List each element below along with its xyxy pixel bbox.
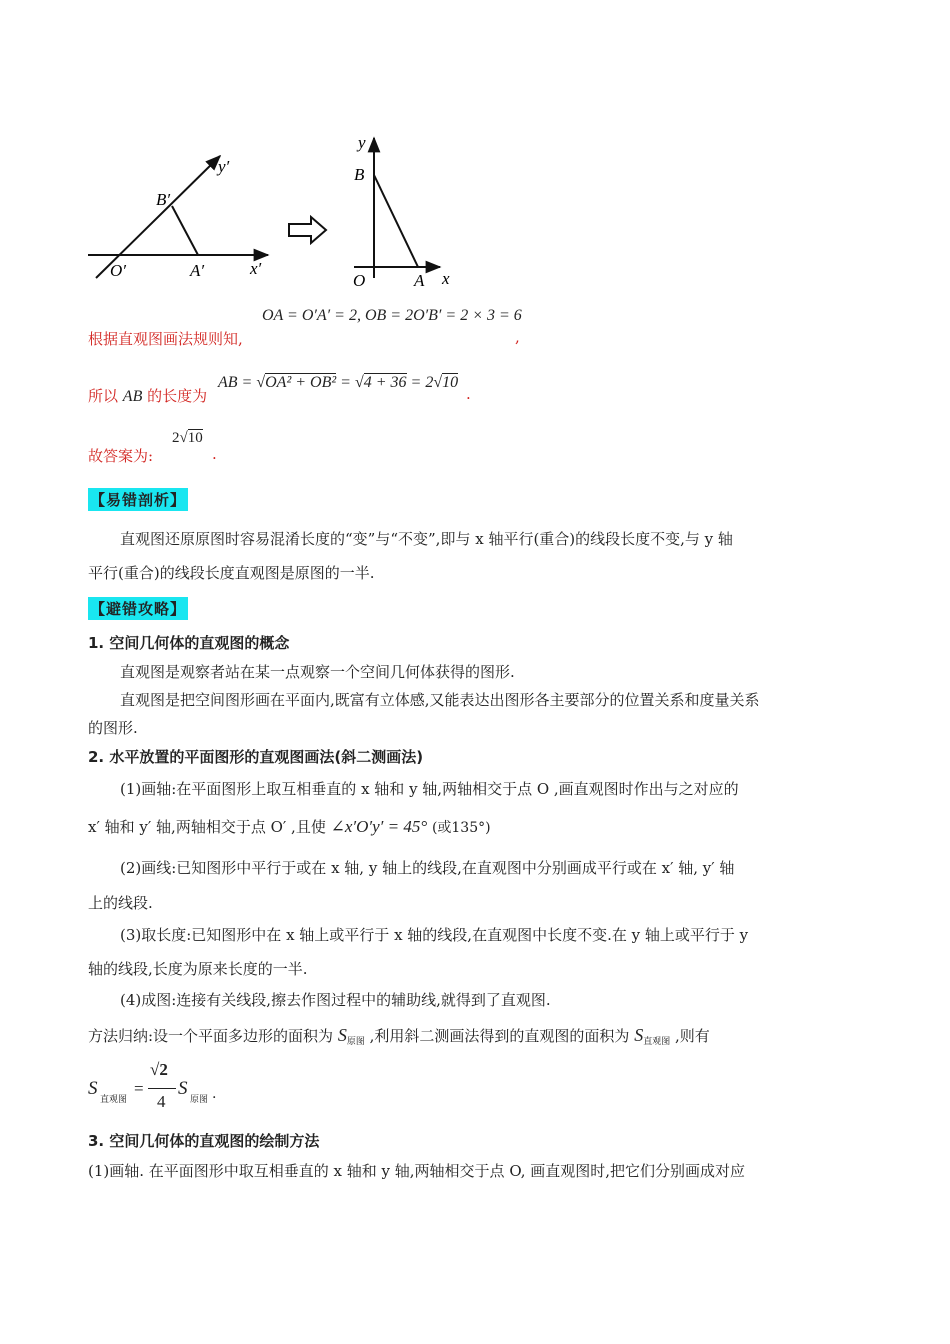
- formula-s-orig: S: [178, 1078, 188, 1099]
- segment-a-b: [374, 175, 418, 267]
- angle-alt: (或135°): [431, 820, 491, 836]
- solution-line-1-text: 根据直观图画法规则知,: [88, 330, 243, 348]
- solution-line-1-end: ,: [515, 328, 520, 346]
- summary-mid: ,利用斜二测画法得到的直观图的面积为: [369, 1027, 630, 1045]
- segment-a-b: [172, 206, 198, 255]
- answer-coef: 2: [172, 430, 180, 446]
- formula-s-view: S: [88, 1078, 98, 1099]
- hollow-arrow-icon: [287, 215, 329, 245]
- y-prime-axis: [96, 156, 220, 278]
- sqrt-sign: √: [354, 374, 364, 391]
- step-1-line-2: [88, 816, 491, 837]
- answer-radicand: 10: [187, 430, 203, 446]
- label-x: x: [442, 269, 450, 288]
- heading-2: 2. 水平放置的平面图形的直观图画法(斜二测画法): [88, 748, 424, 766]
- heading-1-paragraph-2b: 的图形.: [88, 719, 138, 737]
- formula-sub-view: 直观图: [100, 1095, 128, 1105]
- formula-period: .: [212, 1086, 217, 1102]
- oblique-diagram: [82, 150, 282, 290]
- label-y: y: [358, 133, 366, 152]
- heading-1-paragraph-2a: 直观图是把空间图形画在平面内,既富有立体感,又能表达出图形各主要部分的位置关系和度量关系: [120, 691, 760, 709]
- label-b: B: [354, 165, 365, 184]
- radicand-3: 10: [442, 374, 459, 391]
- formula-ab: AB =: [218, 374, 257, 391]
- step-4: (4)成图:连接有关线段,擦去作图过程中的辅助线,就得到了直观图.: [120, 991, 551, 1009]
- original-diagram: [348, 130, 463, 295]
- formula-denominator: 4: [157, 1092, 166, 1111]
- solution-line-3-text: 故答案为:: [88, 447, 154, 465]
- solution-line-2-end: .: [466, 385, 471, 403]
- sqrt-sign: √: [256, 374, 266, 391]
- step-2-line-2: 上的线段.: [88, 894, 153, 912]
- solution-line-2-mid: 的长度为: [147, 387, 208, 405]
- heading-3: 3. 空间几何体的直观图的绘制方法: [88, 1132, 320, 1150]
- solution-line-2-prefix: 所以: [88, 387, 119, 405]
- radicand-1: OA² + OB²: [265, 374, 337, 391]
- solution-line-2: [88, 385, 207, 406]
- label-x-prime: x′: [250, 259, 262, 278]
- symbol-s-view: S: [634, 1025, 644, 1045]
- equals-1: =: [336, 374, 355, 391]
- heading-1-paragraph-1: 直观图是观察者站在某一点观察一个空间几何体获得的图形.: [120, 663, 515, 681]
- label-b-prime: B′: [156, 190, 171, 209]
- equals-2: = 2: [406, 374, 434, 391]
- fraction-bar: [148, 1088, 176, 1089]
- step-3-line-2: 轴的线段,长度为原来长度的一半.: [88, 960, 308, 978]
- angle-formula: ∠x′O′y′ = 45°: [330, 817, 428, 836]
- heading-3-paragraph-1: (1)画轴. 在平面图形中取互相垂直的 x 轴和 y 轴,两轴相交于点 O, 画直观图时,把它们分别画成对应: [88, 1162, 746, 1180]
- radicand-2: 4 + 36: [363, 374, 407, 391]
- section-label-error-analysis: 【易错剖析】: [88, 488, 188, 511]
- formula-sub-orig: 原图: [190, 1095, 209, 1105]
- sqrt-sign: √: [433, 374, 443, 391]
- summary-prefix: 方法归纳:设一个平面多边形的面积为: [88, 1027, 334, 1045]
- solution-line-1-formula: OA = O′A′ = 2, OB = 2O′B′ = 2 × 3 = 6: [262, 307, 522, 324]
- label-y-prime: y′: [218, 157, 230, 176]
- label-o-prime: O′: [110, 261, 126, 280]
- error-paragraph-line-2: 平行(重合)的线段长度直观图是原图的一半.: [88, 564, 375, 582]
- solution-line-3-end: .: [212, 445, 217, 463]
- heading-1: 1. 空间几何体的直观图的概念: [88, 634, 290, 652]
- symbol-s-orig: S: [337, 1025, 347, 1045]
- step-1-line-2-prefix: x′ 轴和 y′ 轴,两轴相交于点 O′ ,且使: [88, 818, 326, 836]
- solution-line-2-formula: [218, 374, 458, 392]
- step-1-line-1: (1)画轴:在平面图形上取互相垂直的 x 轴和 y 轴,两轴相交于点 O ,画直观图时作出与之对应的: [120, 780, 739, 798]
- summary-line: [88, 1025, 710, 1047]
- label-o: O: [353, 271, 366, 290]
- answer-formula: [172, 430, 203, 447]
- subscript-orig: 原图: [346, 1037, 365, 1047]
- step-3-line-1: (3)取长度:已知图形中在 x 轴上或平行于 x 轴的线段,在直观图中长度不变.在 y 轴上或平行于 y: [120, 926, 749, 944]
- summary-end: ,则有: [675, 1027, 710, 1045]
- area-formula: [88, 1060, 288, 1116]
- section-label-avoid-errors: 【避错攻略】: [88, 597, 188, 620]
- step-2-line-1: (2)画线:已知图形中平行于或在 x 轴, y 轴上的线段,在直观图中分别画成平行或在 x′ 轴, y′ 轴: [120, 859, 735, 877]
- error-paragraph-line-1: 直观图还原原图时容易混淆长度的“变”与“不变”,即与 x 轴平行(重合)的线段长度不变,与 y 轴: [120, 530, 733, 548]
- formula-equals: =: [134, 1079, 144, 1098]
- label-a: A: [414, 271, 425, 290]
- formula-numerator: √2: [150, 1060, 168, 1079]
- solution-line-2-ab: AB: [122, 388, 143, 405]
- label-a-prime: A′: [190, 261, 205, 280]
- subscript-view: 直观图: [643, 1037, 671, 1047]
- sqrt-sign: √: [179, 430, 188, 446]
